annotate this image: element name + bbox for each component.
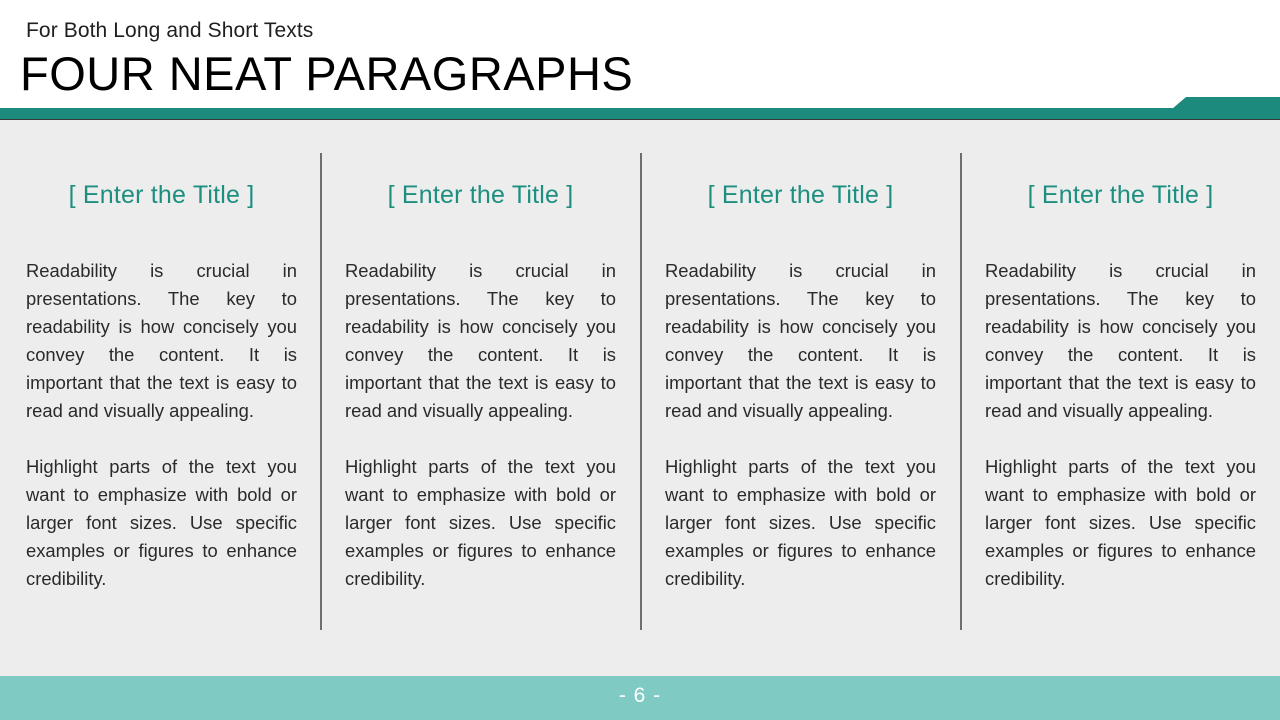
column-title: [ Enter the Title ] bbox=[68, 181, 255, 209]
column-divider bbox=[320, 153, 322, 630]
column-paragraph-1: Readability is crucial in presentations. The key to readability is how concisely you convey the content. It is important that the text is easy to read and visually appealing. bbox=[345, 260, 616, 421]
column-divider bbox=[960, 153, 962, 630]
slide-header bbox=[0, 0, 1280, 108]
column-paragraph-1: Readability is crucial in presentations. The key to readability is how concisely you convey the content. It is important that the text is easy to read and visually appealing. bbox=[985, 260, 1256, 421]
column-paragraph-2: Highlight parts of the text you want to emphasize with bold or larger font sizes. Use specific examples or figures to enhance credibility. bbox=[26, 456, 297, 589]
content-area bbox=[0, 120, 1280, 676]
column-paragraph-1: Readability is crucial in presentations. The key to readability is how concisely you convey the content. It is important that the text is easy to read and visually appealing. bbox=[665, 260, 936, 421]
column-paragraph-2: Highlight parts of the text you want to emphasize with bold or larger font sizes. Use specific examples or figures to enhance credibility. bbox=[985, 456, 1256, 589]
header-accent-band bbox=[0, 108, 1280, 120]
column-divider bbox=[640, 153, 642, 630]
slide-subtitle: For Both Long and Short Texts bbox=[26, 19, 314, 42]
column-title: [ Enter the Title ] bbox=[387, 181, 574, 209]
column-paragraph-2: Highlight parts of the text you want to emphasize with bold or larger font sizes. Use specific examples or figures to enhance credibility. bbox=[665, 456, 936, 589]
page-number: - 6 - bbox=[618, 684, 662, 707]
column-paragraph-2: Highlight parts of the text you want to emphasize with bold or larger font sizes. Use specific examples or figures to enhance credibility. bbox=[345, 456, 616, 589]
slide-footer bbox=[0, 676, 1280, 720]
column-title: [ Enter the Title ] bbox=[707, 181, 894, 209]
column-paragraph-1: Readability is crucial in presentations. The key to readability is how concisely you convey the content. It is important that the text is easy to read and visually appealing. bbox=[26, 260, 297, 421]
slide-title: FOUR NEAT PARAGRAPHS bbox=[20, 47, 634, 100]
column-title: [ Enter the Title ] bbox=[1027, 181, 1214, 209]
header-tab-shape bbox=[1172, 97, 1280, 109]
